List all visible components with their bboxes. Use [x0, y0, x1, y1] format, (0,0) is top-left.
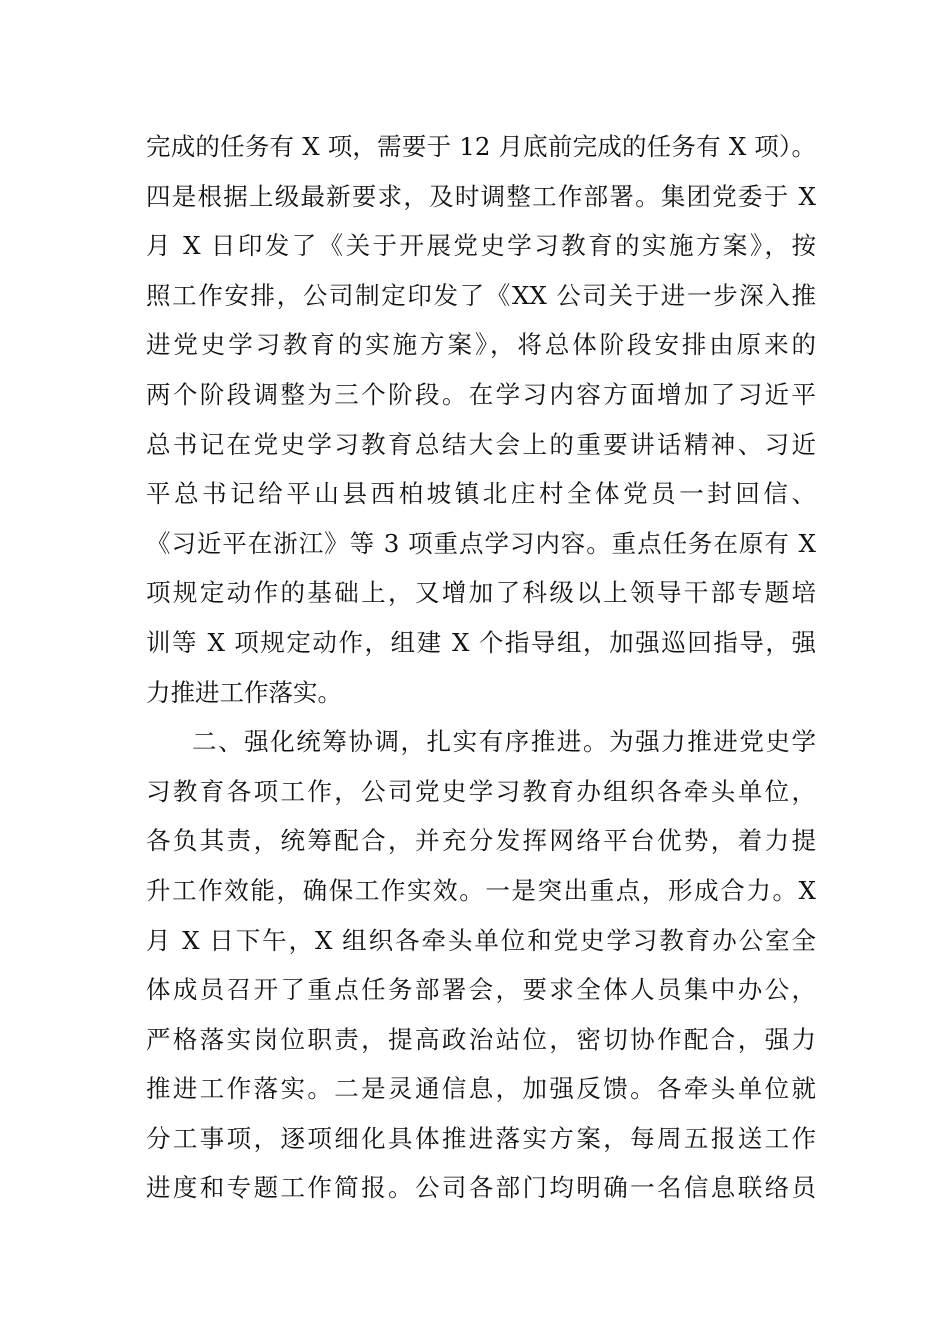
text-line: 训等 X 项规定动作，组建 X 个指导组，加强巡回指导，强: [146, 627, 816, 657]
text-line: 进党史学习教育的实施方案》，将总体阶段安排由原来的: [146, 330, 816, 360]
text-line: 平总书记给平山县西柏坡镇北庄村全体党员一封回信、: [146, 479, 816, 509]
text-line: 完成的任务有 X 项，需要于 12 月底前完成的任务有 X 项）。: [146, 132, 816, 161]
text-line: 力推进工作落实。: [146, 677, 342, 707]
text-line: 四是根据上级最新要求，及时调整工作部署。集团党委于 X: [146, 181, 816, 211]
text-line: 习教育各项工作，公司党史学习教育办组织各牵头单位，: [146, 776, 816, 806]
document-body: [146, 122, 816, 1213]
text-line: 进度和专题工作简报。公司各部门均明确一名信息联络员: [146, 1173, 816, 1203]
text-line: 分工事项，逐项细化具体推进落实方案，每周五报送工作: [146, 1123, 816, 1153]
text-line: 推进工作落实。二是灵通信息，加强反馈。各牵头单位就: [146, 1074, 816, 1104]
text-line: 项规定动作的基础上，又增加了科级以上领导干部专题培: [146, 578, 816, 608]
text-line: 月 X 日印发了《关于开展党史学习教育的实施方案》，按: [146, 231, 816, 261]
text-line: 照工作安排，公司制定印发了《XX 公司关于进一步深入推: [146, 280, 816, 310]
text-line: 严格落实岗位职责，提高政治站位，密切协作配合，强力: [146, 1024, 816, 1054]
text-line: 升工作效能，确保工作实效。一是突出重点，形成合力。X: [146, 875, 816, 905]
text-line: 《习近平在浙江》等 3 项重点学习内容。重点任务在原有 X: [146, 528, 816, 558]
text-line: 体成员召开了重点任务部署会，要求全体人员集中办公，: [146, 975, 816, 1005]
text-line: 月 X 日下午，X 组织各牵头单位和党史学习教育办公室全: [146, 925, 816, 955]
text-line: 总书记在党史学习教育总结大会上的重要讲话精神、习近: [146, 429, 816, 459]
section-heading-line: 二、强化统筹协调，扎实有序推进。为强力推进党史学: [192, 727, 816, 757]
text-line: 两个阶段调整为三个阶段。在学习内容方面增加了习近平: [146, 379, 816, 409]
text-line: 各负其责，统筹配合，并充分发挥网络平台优势，着力提: [146, 826, 816, 856]
